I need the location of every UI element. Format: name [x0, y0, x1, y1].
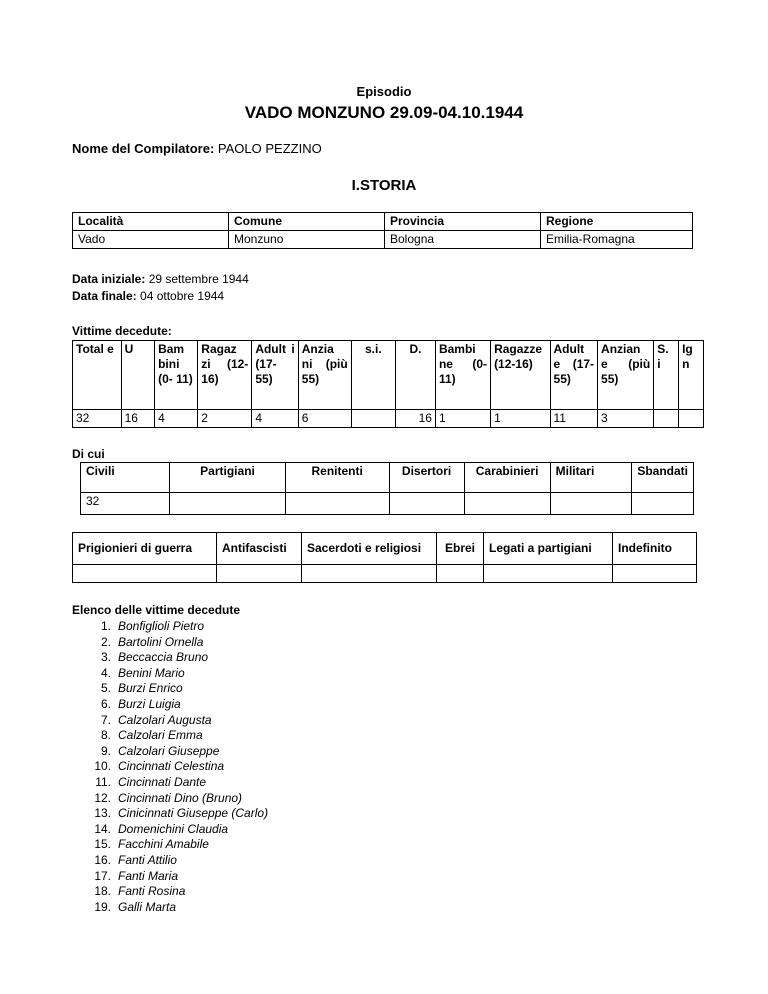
- list-item: [72, 822, 268, 838]
- victim-name: Facchini Amabile: [118, 837, 209, 852]
- end-date-value: 04 ottobre 1944: [140, 289, 225, 303]
- item-number: 3.: [100, 650, 111, 665]
- item-number: 4.: [100, 665, 111, 680]
- victim-name: Beccaccia Bruno: [118, 650, 209, 665]
- victim-name: Domenichini Claudia: [118, 821, 229, 836]
- victims-value: 6: [298, 410, 351, 428]
- victim-name: Bonfiglioli Pietro: [118, 619, 205, 633]
- header-provincia: Provincia: [385, 213, 541, 231]
- di-cui-label: Di cui: [72, 447, 105, 461]
- item-number: 15.: [94, 837, 111, 852]
- location-table: [72, 212, 693, 249]
- category-value: [217, 565, 302, 583]
- victims-table: [72, 340, 704, 428]
- category-value: [170, 493, 285, 515]
- victim-name: Cincinnati Celestina: [118, 759, 225, 774]
- item-number: 8.: [100, 728, 111, 743]
- list-item: [72, 837, 268, 853]
- start-date-label: Data iniziale:: [72, 272, 146, 286]
- victims-value: [654, 410, 679, 428]
- list-item: [72, 759, 268, 775]
- victims-header: s.i.: [351, 341, 395, 410]
- victims-value: 3: [598, 410, 654, 428]
- victim-name: Calzolari Emma: [118, 728, 203, 743]
- item-number: 13.: [94, 806, 111, 821]
- item-number: 11.: [95, 774, 111, 789]
- category-value: [285, 493, 389, 515]
- item-number: 10.: [94, 759, 111, 774]
- value-provincia: Bologna: [385, 231, 541, 249]
- category-value: [632, 493, 694, 515]
- list-item: [72, 713, 268, 729]
- list-item: [72, 728, 268, 744]
- item-number: 14.: [94, 821, 111, 836]
- category-value: [73, 565, 217, 583]
- category-value: [389, 493, 464, 515]
- category-header: Civili: [81, 463, 170, 493]
- category-header: Indefinito: [613, 533, 697, 565]
- compiler-label: Nome del Compilatore:: [72, 141, 215, 156]
- list-item: [72, 853, 268, 869]
- start-date: [72, 271, 249, 288]
- section-title: I.STORIA: [351, 177, 417, 194]
- list-item: [72, 635, 268, 651]
- item-number: 2.: [100, 634, 111, 649]
- start-date-value: 29 settembre 1944: [148, 272, 249, 286]
- victim-name: Cincinnati Dino (Bruno): [118, 790, 243, 805]
- victim-name: Calzolari Augusta: [118, 712, 212, 727]
- value-comune: Monzuno: [229, 231, 385, 249]
- category-value: [464, 493, 550, 515]
- victim-name: Calzolari Giuseppe: [118, 743, 220, 758]
- category-value: [613, 565, 697, 583]
- category-header: Legati a partigiani: [484, 533, 613, 565]
- victims-value: 11: [550, 410, 598, 428]
- victim-name: Cinicinnati Giuseppe (Carlo): [118, 806, 269, 821]
- list-item: [72, 900, 268, 916]
- victims-header: Anzia ni (più 55): [298, 341, 351, 410]
- dates-block: [72, 271, 249, 305]
- victims-value: 16: [396, 410, 436, 428]
- list-item: [72, 619, 268, 635]
- victim-name: Galli Marta: [118, 899, 177, 914]
- victims-value: 4: [155, 410, 198, 428]
- item-number: 9.: [100, 743, 111, 758]
- victims-header: Anzian e (più 55): [598, 341, 654, 410]
- victims-value: 16: [121, 410, 154, 428]
- victims-title: Vittime decedute:: [72, 324, 172, 338]
- list-item: [72, 650, 268, 666]
- header-regione: Regione: [541, 213, 693, 231]
- compiler-line: [72, 141, 322, 156]
- victim-name: Fanti Maria: [118, 868, 179, 883]
- item-number: 7.: [100, 712, 111, 727]
- item-number: 17.: [94, 868, 111, 883]
- list-item: [72, 884, 268, 900]
- category-header: Antifascisti: [217, 533, 302, 565]
- victim-name: Burzi Enrico: [118, 681, 183, 696]
- category-value: [484, 565, 613, 583]
- victims-header: Total e: [73, 341, 122, 410]
- episode-label: Episodio: [356, 84, 412, 99]
- item-number: 12.: [94, 790, 111, 805]
- item-number: 19.: [94, 899, 111, 914]
- victims-header: Bambi ne (0- 11): [435, 341, 490, 410]
- victim-name: Burzi Luigia: [118, 696, 181, 711]
- list-item: [72, 806, 268, 822]
- victims-value: 1: [491, 410, 550, 428]
- category-header: Carabinieri: [464, 463, 550, 493]
- item-number: 6.: [100, 696, 111, 711]
- victim-list-title: Elenco delle vittime decedute: [72, 603, 241, 617]
- victims-header: Ragazze (12-16): [491, 341, 550, 410]
- list-item: [72, 681, 268, 697]
- victims-header: S. i: [654, 341, 679, 410]
- category-header: Renitenti: [285, 463, 389, 493]
- category-value: [550, 493, 632, 515]
- header-localita: Località: [73, 213, 229, 231]
- value-localita: Vado: [73, 231, 229, 249]
- list-item: [72, 869, 268, 885]
- compiler-value: PAOLO PEZZINO: [217, 141, 322, 156]
- item-number: 1.: [100, 619, 111, 633]
- victims-value: 2: [198, 410, 252, 428]
- list-item: [72, 744, 268, 760]
- category-header: Sacerdoti e religiosi: [302, 533, 437, 565]
- victim-name: Cincinnati Dante: [118, 774, 207, 789]
- item-number: 16.: [94, 852, 111, 867]
- victim-list: [72, 619, 268, 915]
- end-date-label: Data finale:: [72, 289, 137, 303]
- list-item: [72, 666, 268, 682]
- item-number: 5.: [100, 681, 111, 696]
- victims-header: Adult i (17- 55): [252, 341, 298, 410]
- categories-table-1: [80, 462, 694, 515]
- list-item: [72, 697, 268, 713]
- category-header: Disertori: [389, 463, 464, 493]
- victim-name: Fanti Rosina: [118, 884, 186, 899]
- categories-table-2: [72, 532, 697, 583]
- category-value: 32: [81, 493, 170, 515]
- victims-header: Bam bini (0- 11): [155, 341, 198, 410]
- victims-value: 32: [73, 410, 122, 428]
- category-header: Prigionieri di guerra: [73, 533, 217, 565]
- victims-value: [679, 410, 704, 428]
- victim-name: Bartolini Ornella: [118, 634, 204, 649]
- victims-header: U: [121, 341, 154, 410]
- victim-name: Fanti Attilio: [118, 852, 177, 867]
- list-item: [72, 775, 268, 791]
- category-header: Sbandati: [632, 463, 694, 493]
- victims-header: Adult e (17- 55): [550, 341, 598, 410]
- victims-header: D.: [396, 341, 436, 410]
- victims-value: 4: [252, 410, 298, 428]
- category-value: [302, 565, 437, 583]
- victims-header: Ig n: [679, 341, 704, 410]
- end-date: [72, 288, 249, 305]
- episode-title: VADO MONZUNO 29.09-04.10.1944: [244, 103, 524, 122]
- victims-value: [351, 410, 395, 428]
- victims-value: 1: [435, 410, 490, 428]
- header-comune: Comune: [229, 213, 385, 231]
- category-header: Militari: [550, 463, 632, 493]
- category-value: [437, 565, 484, 583]
- item-number: 18.: [94, 884, 111, 899]
- list-item: [72, 791, 268, 807]
- value-regione: Emilia-Romagna: [541, 231, 693, 249]
- category-header: Partigiani: [170, 463, 285, 493]
- victims-header: Ragaz zi (12- 16): [198, 341, 252, 410]
- category-header: Ebrei: [437, 533, 484, 565]
- victim-name: Benini Mario: [118, 665, 185, 680]
